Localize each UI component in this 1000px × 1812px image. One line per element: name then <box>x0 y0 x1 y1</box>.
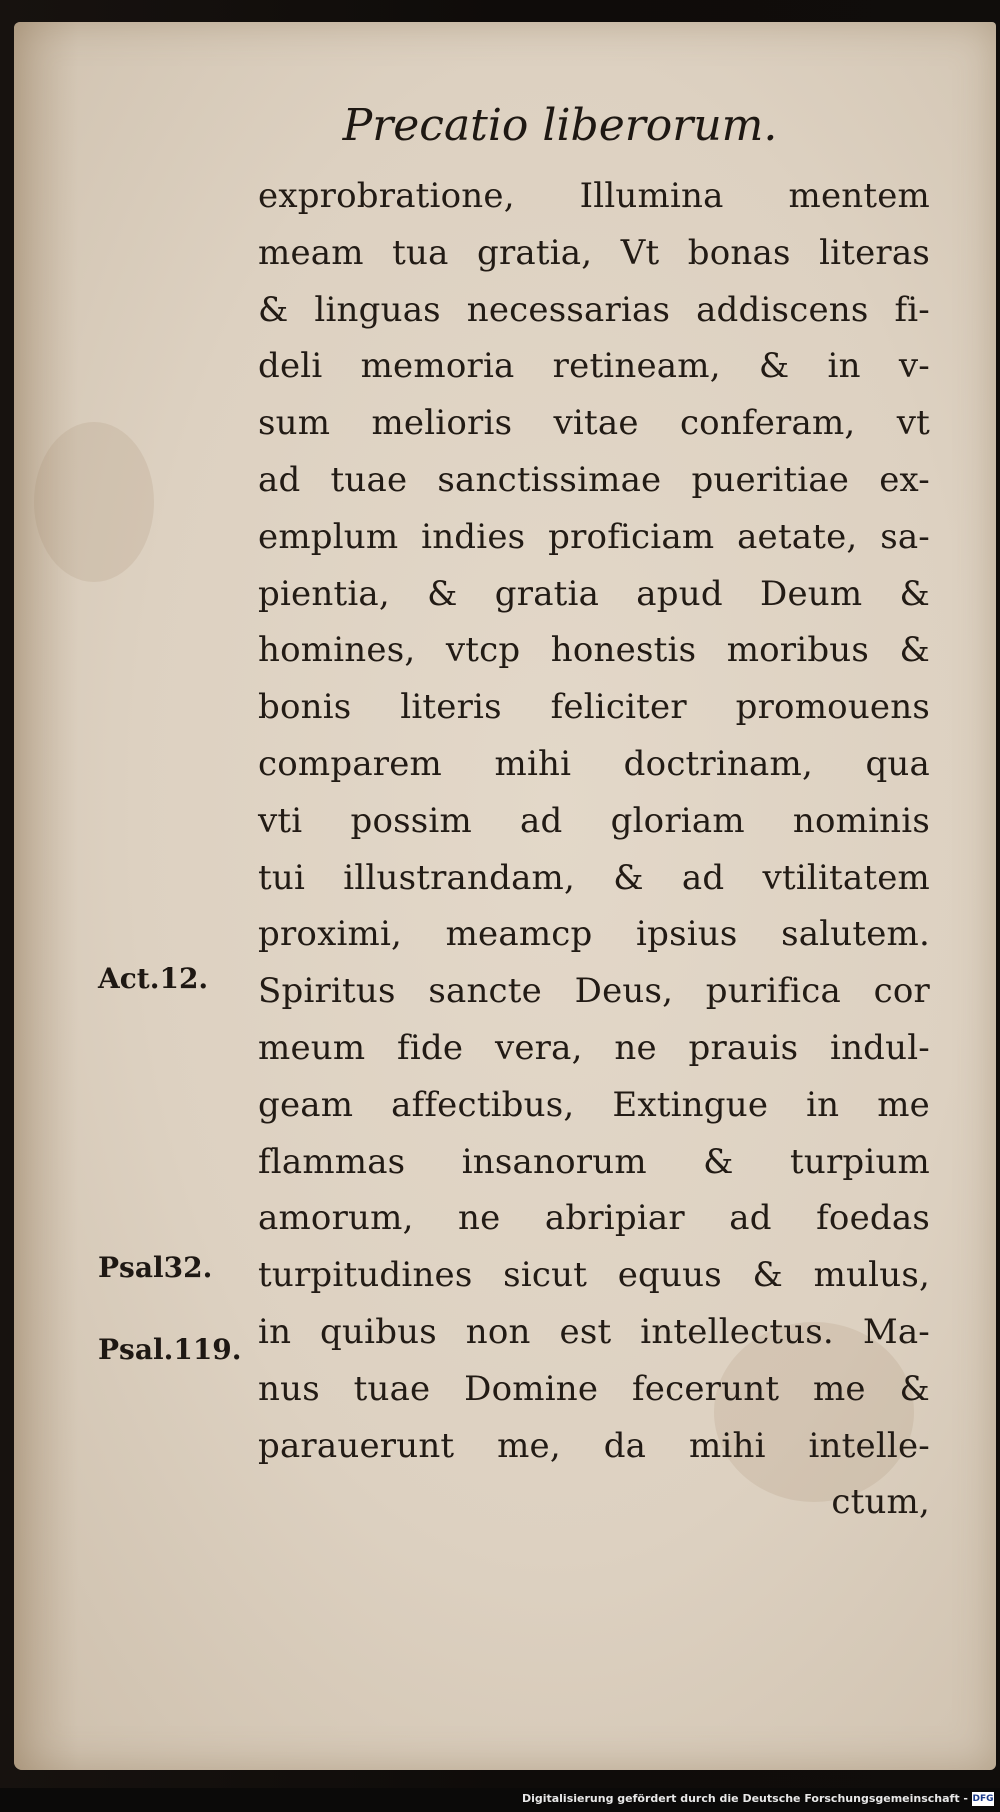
margin-note-psalm-32: Psal32. <box>98 1251 213 1284</box>
text-line: in quibus non est intellectus. Ma- <box>258 1311 930 1352</box>
text-line: parauerunt me, da mihi intelle- <box>258 1425 930 1466</box>
text-line: amorum, ne abripiar ad foedas <box>258 1198 930 1239</box>
text-line: ad tuae sanctissimae pueritiae ex- <box>258 459 930 500</box>
text-line: meum fide vera, ne prauis indul- <box>258 1027 930 1068</box>
text-line: Spiritus sancte Deus, purifica cor <box>258 971 930 1012</box>
dfg-logo: DFG <box>972 1794 994 1804</box>
running-head: Precatio liberorum. <box>342 100 778 151</box>
footer-credit: Digitalisierung gefördert durch die Deutsche Forschungsgemeinschaft - <box>521 1792 968 1805</box>
text-line: emplum indies proficiam aetate, sa- <box>258 516 930 557</box>
text-line: nus tuae Domine fecerunt me & <box>258 1368 930 1409</box>
text-line: vti possim ad gloriam nominis <box>258 800 930 841</box>
text-line: pientia, & gratia apud Deum & <box>258 573 930 614</box>
text-line: tui illustrandam, & ad vtilitatem <box>258 857 930 898</box>
text-line: flammas insanorum & turpium <box>258 1141 930 1182</box>
text-line: proximi, meamcp ipsius salutem. <box>258 914 930 955</box>
margin-note-acts: Act.12. <box>98 962 209 995</box>
text-line: & linguas necessarias addiscens fi- <box>258 289 930 330</box>
text-line: comparem mihi doctrinam, qua <box>258 743 930 784</box>
text-line: geam affectibus, Extingue in me <box>258 1084 930 1125</box>
text-line: homines, vtcp honestis moribus & <box>258 630 930 671</box>
catchword: ctum, <box>831 1482 930 1523</box>
text-line: exprobratione, Illumina mentem <box>258 176 930 216</box>
page-edge-shadow <box>14 22 78 1770</box>
text-line: meam tua gratia, Vt bonas literas <box>258 232 930 273</box>
margin-note-psalm-119: Psal.119. <box>98 1333 242 1366</box>
text-line: bonis literis feliciter promouens <box>258 687 930 728</box>
text-line: turpitudines sicut equus & mulus, <box>258 1255 930 1296</box>
text-line: deli memoria retineam, & in v- <box>258 346 930 387</box>
text-line: sum melioris vitae conferam, vt <box>258 403 930 444</box>
main-text-block <box>258 168 930 1531</box>
